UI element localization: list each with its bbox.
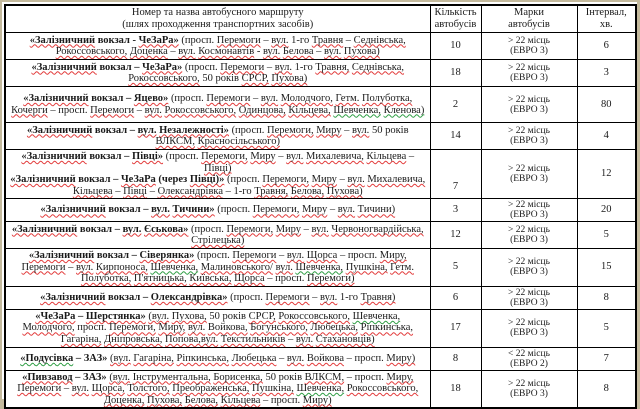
bus-count-cell: 5 (430, 249, 481, 287)
bus-count-cell: 18 (430, 370, 481, 408)
bus-brand-line: > 22 місць (508, 318, 550, 328)
bus-brand-line: > 22 місць (508, 257, 550, 268)
route-path: (просп. Перемоги – вул. 1-го Травня – Седнівська, Рокоссовського, Доценка – вул. Космонавтів - вул. Белова – вул. Пухова) (55, 34, 406, 57)
bus-brand-line: > 22 місць (508, 36, 550, 46)
bus-count-cell: 12 (430, 222, 481, 249)
bus-brand-cell (481, 123, 577, 150)
route-entry (9, 62, 427, 85)
route-entry (9, 372, 427, 407)
route-cell (5, 199, 430, 222)
bus-brand-cell (481, 309, 577, 347)
interval-cell: 80 (577, 87, 636, 123)
route-entry (9, 292, 427, 304)
header-route-line1: Номер та назва автобусного маршруту (131, 7, 304, 18)
route-name: «Залізничний вокзал – Яцево» (23, 93, 169, 104)
bus-count-cell: 3 (430, 199, 481, 222)
header-route-line2: (шлях проходження транспортних засобів) (122, 19, 314, 30)
bus-brand-line: > 22 місць (508, 378, 550, 389)
route-path: (вул. Пухова, 50 років СРСР, Рокоссовського, Шевченка, Молодчого, просп. Перемоги, Миру, вул. Войкова, Богунського, Любецька, Ріпкинська, Гагаріна, Дніпровська, Попова,вул. Текстильників – вул. Стахановців) (22, 310, 414, 345)
route-cell (5, 249, 430, 287)
bus-count-cell: 7 (430, 150, 481, 199)
bus-brand-line: (ЕВРО 3) (510, 297, 548, 308)
bus-brand-line: (ЕВРО 3) (510, 328, 548, 338)
bus-count-cell: 14 (430, 123, 481, 150)
interval-cell: 6 (577, 33, 636, 60)
route-cell (5, 123, 430, 150)
bus-brand-line: > 22 місць (508, 200, 550, 210)
table-row (5, 249, 636, 287)
table-row (5, 347, 636, 370)
bus-brand-line: > 22 місць (508, 63, 550, 73)
table-row (5, 87, 636, 123)
bus-brand-line: (ЕВРО 3) (510, 136, 548, 146)
bus-brand-cell (481, 199, 577, 222)
route-name: «Залізничний вокзал – Олександрівка» (40, 291, 228, 303)
interval-cell: 12 (577, 150, 636, 199)
route-path: (просп. Перемоги – вул. Молодчого, Гетм. Полуботка, Кочерги – просп. Перемоги – вул. Рокоссовського, Одинцова, Кільцева, Шевченка, Кленова) (11, 93, 425, 116)
route-entry (9, 224, 427, 247)
route-name: «Залізничний вокзал – вул. Незалежності» (26, 124, 229, 136)
bus-brand-cell (481, 249, 577, 287)
bus-brand-cell (481, 33, 577, 60)
route-entry (9, 93, 427, 116)
bus-routes-table (4, 4, 637, 409)
bus-brand-cell (481, 150, 577, 199)
bus-brand-line: (ЕВРО 3) (510, 388, 548, 399)
route-entry (9, 151, 427, 174)
bus-brand-line: (ЕВРО 2) (510, 358, 548, 369)
bus-brand-line: > 22 місць (508, 164, 550, 174)
route-cell (5, 286, 430, 309)
route-name: «Залізничний вокзал – ЧеЗаРа (через Півці)» (10, 174, 225, 185)
route-path: (просп. Перемоги – вул. Щорса – просп. Миру, Перемоги – вул. Кирпоноса, Шевченка, Малиновського/ вул. Шевченка, Пушкіна, Гетм. Полуботка, П'ятницька, Київська, Щорса – просп. Перемоги) (21, 250, 414, 284)
route-entry (9, 174, 427, 197)
bus-brand-line: < 22 місць (508, 348, 550, 359)
interval-cell: 20 (577, 199, 636, 222)
interval-cell: 8 (577, 286, 636, 309)
route-entry (9, 250, 427, 285)
bus-brand-cell (481, 370, 577, 408)
bus-count-cell: 6 (430, 286, 481, 309)
bus-count-cell: 10 (430, 33, 481, 60)
bus-count-cell: 2 (430, 87, 481, 123)
route-path: (просп. Перемоги, Миру – вул. Тичини) (217, 204, 396, 216)
route-name: «Залізничний вокзал – Півці» (21, 151, 164, 162)
bus-brand-line: > 22 місць (508, 287, 550, 298)
bus-brand-line: > 22 місць (508, 94, 550, 105)
route-path: (просп. Перемоги – вул. 1-го Травня) (230, 291, 396, 303)
route-path: (просп. Перемоги, Миру – вул. Михалевича, Кільцева – Півці – Олександрівка – 1-го Травня, Белова, Пухова) (72, 174, 426, 197)
route-cell (5, 347, 430, 370)
route-name: «Залізничний вокзал – ЧеЗаРа» (31, 61, 183, 73)
interval-cell: 4 (577, 123, 636, 150)
bus-brand-line: > 22 місць (508, 225, 550, 235)
route-cell (5, 87, 430, 123)
route-cell (5, 222, 430, 249)
bus-brand-line: > 22 місць (508, 126, 550, 136)
interval-cell: 7 (577, 347, 636, 370)
table-row (5, 123, 636, 150)
interval-cell: 3 (577, 60, 636, 87)
route-path: (просп. Перемоги, Миру – вул. Червоногвардійська, Стрілецька) (191, 223, 424, 246)
table-row (5, 150, 636, 199)
bus-count-cell: 18 (430, 60, 481, 87)
route-entry (9, 204, 427, 216)
bus-brand-line: (ЕВРО 3) (510, 267, 548, 278)
route-cell (5, 60, 430, 87)
table-row (5, 370, 636, 408)
route-cell (5, 150, 430, 199)
route-path: (просп. Перемоги, Миру – вул. 50 років ВЛКСМ, Красносільського) (155, 124, 409, 147)
bus-brand-cell (481, 87, 577, 123)
route-name: «ЧеЗаРа – Шерстянка» (35, 310, 146, 322)
header-route (5, 5, 430, 33)
bus-brand-line: (ЕВРО 3) (510, 235, 548, 245)
table-row (5, 222, 636, 249)
route-name: «Залізничний вокзал – вул. Єськова» (11, 223, 189, 235)
header-bus-count: Кількість автобусів (430, 5, 481, 33)
bus-brand-cell (481, 60, 577, 87)
route-name: «Залізничний вокзал – Сіверянка» (28, 250, 195, 261)
bus-brand-line: (ЕВРО 3) (510, 73, 548, 83)
bus-count-cell: 8 (430, 347, 481, 370)
route-cell (5, 309, 430, 347)
table-row (5, 33, 636, 60)
route-name: «Подусівка – ЗАЗ» (20, 352, 108, 364)
table-row (5, 309, 636, 347)
bus-brand-cell (481, 286, 577, 309)
bus-brand-cell (481, 222, 577, 249)
bus-brand-line: (ЕВРО 3) (510, 104, 548, 115)
route-entry (9, 35, 427, 58)
route-path: (просп. Перемоги, Миру – вул. Михалевича, Кільцева – Півці) (165, 151, 415, 174)
bus-brand-cell (481, 347, 577, 370)
table-row (5, 199, 636, 222)
header-bus-brand: Марки автобусів (481, 5, 577, 33)
route-name: «Пивзавод – ЗАЗ» (22, 371, 107, 383)
route-path: (вул. Гагаріна, Ріпкинська, Любецька – вул. Войкова – просп. Миру) (110, 352, 416, 364)
table-row (5, 286, 636, 309)
bus-brand-line: (ЕВРО 3) (510, 210, 548, 220)
interval-cell: 5 (577, 222, 636, 249)
interval-cell: 5 (577, 309, 636, 347)
header-interval: Інтервал, хв. (577, 5, 636, 33)
table-header-row (5, 5, 636, 33)
route-name: «Залізничний вокзал - ЧеЗаРа» (29, 34, 179, 46)
route-entry (9, 311, 427, 346)
table-row (5, 60, 636, 87)
interval-cell: 15 (577, 249, 636, 287)
route-name: «Залізничний вокзал – вул. Тичини» (40, 204, 215, 216)
interval-cell: 8 (577, 370, 636, 408)
route-cell (5, 33, 430, 60)
route-entry (9, 353, 427, 365)
route-entry (9, 125, 427, 148)
route-path: (вул. Інструментальна, Борисенка, 50 років ВЛКСМ, – просп. Миру, Перемоги – вул. Щорса, Толстого, Преображенська, Пушкіна, Шевченка, Рокоссовського, Доценка, Пухова, Белова, Кільцева – просп. Миру) (17, 371, 419, 406)
route-cell (5, 370, 430, 408)
bus-brand-line: (ЕВРО 3) (510, 174, 548, 184)
bus-count-cell: 17 (430, 309, 481, 347)
bus-brand-line: (ЕВРО 3) (510, 46, 548, 56)
page-background (2, 2, 637, 406)
route-path: (просп. Перемоги – вул. 1-го Травня, Седнівська, Рокоссовського, 50 років СРСР, Пухова) (128, 61, 405, 84)
